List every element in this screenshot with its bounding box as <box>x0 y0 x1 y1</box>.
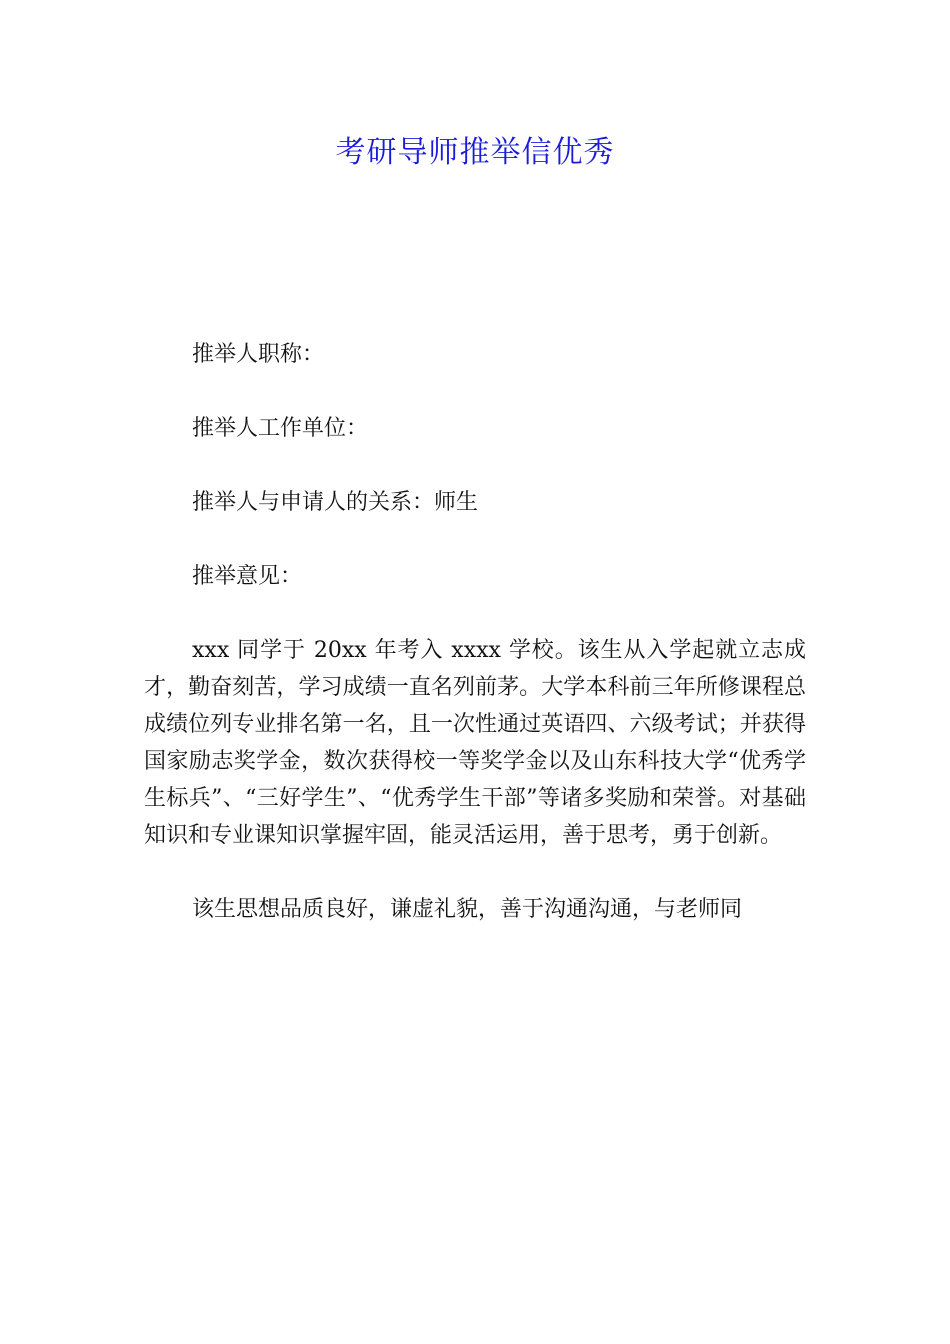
document-body <box>144 336 806 965</box>
document-title: 考研导师推举信优秀 <box>335 135 615 170</box>
relationship-line: 推举人与申请人的关系：师生 <box>192 490 479 515</box>
recommendation-paragraph-1: xxx 同学于 20xx 年考入 xxxx 学校。该生从入学起就立志成才，勤奋刻苦，学习成绩一直名列前茅。大学本科前三年所修课程总成绩位列专业排名第一名，且一次性通过英语四、六级考试；并获得国家励志奖学金，数次获得校一等奖学金以及山东科技大学“优秀学生标兵”、“三好学生”、“优秀学生干部”等诸多奖励和荣誉。对基础知识和专业课知识掌握牢固，能灵活运用，善于思考，勇于创新。 <box>144 638 806 848</box>
referee-organization-line: 推举人工作单位： <box>192 416 369 441</box>
referee-title-line: 推举人职称： <box>192 342 325 367</box>
recommendation-heading: 推举意见： <box>192 564 303 589</box>
recommendation-paragraph-2: 该生思想品质良好，谦虚礼貌，善于沟通沟通，与老师同 <box>192 897 743 922</box>
